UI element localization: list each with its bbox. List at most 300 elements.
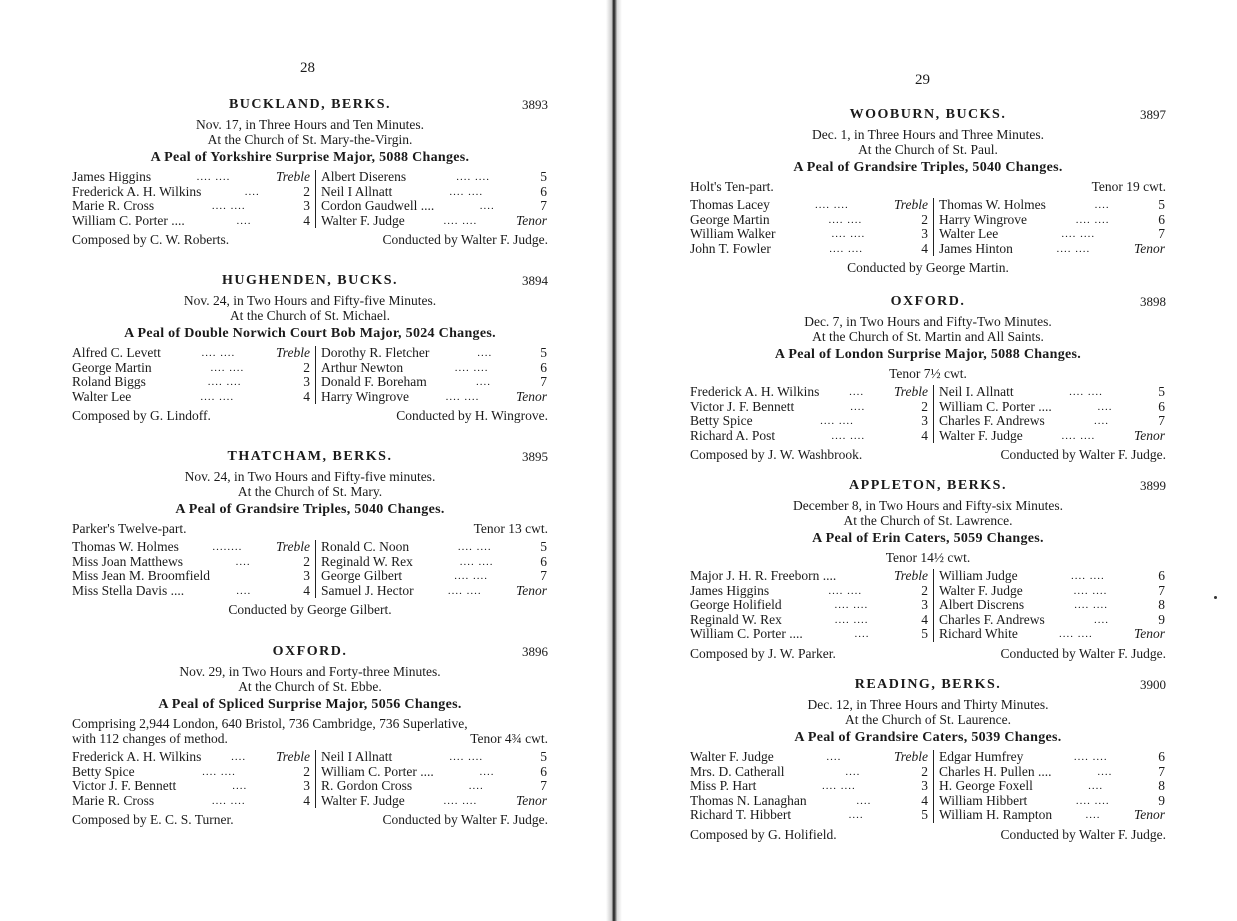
bell-number: 2	[921, 398, 928, 414]
leader-dots: .... ....	[815, 199, 849, 211]
ringer-name: Miss P. Hart	[690, 778, 757, 794]
conductor-credit: Conducted by H. Wingrove.	[396, 408, 548, 424]
ringer-name: Miss Stella Davis ....	[72, 582, 185, 598]
bell-number: 4	[921, 240, 928, 256]
leader-dots: ....	[236, 214, 252, 227]
entry-footer	[690, 827, 1166, 843]
leader-dots: .... ....	[210, 361, 245, 374]
ringer-row	[321, 750, 547, 765]
bell-number: Treble	[893, 197, 928, 212]
ringer-row	[690, 227, 928, 242]
entry-header	[72, 273, 548, 293]
ringer-row	[72, 361, 310, 376]
bell-number: Tenor	[515, 792, 547, 808]
right-page	[622, 0, 1237, 921]
leader-dots: .... ....	[456, 171, 491, 183]
peal-entry	[690, 294, 1166, 463]
ringer-row	[72, 584, 310, 599]
church-line: At the Church of St. Lawrence.	[843, 513, 1013, 528]
leader-dots: .... ....	[457, 541, 492, 553]
ringer-row	[690, 750, 928, 765]
leader-dots: .... ....	[831, 429, 866, 442]
entry-footer	[72, 602, 548, 618]
ringer-row	[321, 375, 547, 390]
ringer-name: George Gilbert	[321, 568, 403, 584]
ringers-right-column	[316, 540, 547, 598]
church-line: At the Church of St. Martin and All Saints.	[812, 329, 1044, 344]
place-heading: BUCKLAND, BERKS.	[228, 97, 392, 112]
date-line: Dec. 1, in Three Hours and Three Minutes.	[812, 127, 1044, 142]
leader-dots: .... ....	[821, 780, 856, 793]
ringer-name: Arthur Newton	[321, 359, 404, 375]
bell-number: Tenor	[1133, 427, 1165, 443]
bell-number: 6	[1158, 398, 1165, 414]
entry-footer	[690, 447, 1166, 463]
left-page	[0, 0, 612, 921]
ringer-row	[72, 794, 310, 809]
bell-number: 3	[303, 374, 310, 390]
peal-number: 3900	[1140, 677, 1166, 692]
ringer-name: William C. Porter ....	[690, 626, 803, 642]
bell-number: 4	[921, 611, 928, 627]
leader-dots: ....	[468, 780, 484, 793]
ringer-row	[72, 750, 310, 765]
ringers-table	[690, 750, 1166, 823]
ringers-left-column	[72, 540, 316, 598]
conductor-credit: Conducted by Walter F. Judge.	[382, 812, 548, 828]
ringers-right-column	[316, 750, 547, 808]
bell-number: Treble	[893, 384, 928, 399]
tenor-weight: Tenor 13 cwt.	[473, 521, 548, 536]
ringers-left-column	[72, 346, 316, 404]
composer-credit: Composed by J. W. Parker.	[690, 645, 836, 661]
leader-dots: ....	[1097, 765, 1113, 778]
peal-number: 3894	[522, 273, 548, 288]
ringer-name: Walter F. Judge	[321, 212, 405, 228]
tenor-weight: Tenor 4¾ cwt.	[470, 731, 548, 746]
bell-number: 3	[921, 778, 928, 794]
bell-number: 2	[921, 582, 928, 598]
ringers-left-column	[690, 385, 934, 443]
ringer-row	[690, 569, 928, 584]
ringer-name: Walter F. Judge	[939, 427, 1023, 443]
ringers-right-column	[934, 750, 1165, 823]
composition-row	[690, 179, 1166, 194]
entry-header	[690, 478, 1166, 498]
leader-dots: .... ....	[459, 555, 494, 568]
ringer-row	[939, 227, 1165, 242]
bell-number: Tenor	[1133, 807, 1165, 823]
ringer-name: Thomas N. Lanaghan	[690, 792, 807, 808]
ringers-table	[72, 170, 548, 228]
peal-title: A Peal of Double Norwich Court Bob Major, 5024 Changes.	[124, 326, 496, 341]
ringer-row	[321, 390, 547, 405]
ringer-name: Miss Jean M. Broomfield	[72, 568, 210, 584]
ringer-row	[72, 569, 310, 584]
ringer-name: R. Gordon Cross	[321, 778, 413, 794]
entry-header	[690, 294, 1166, 314]
peal-entry	[72, 97, 548, 248]
date-line: Nov. 24, in Two Hours and Fifty-five Minutes.	[183, 293, 437, 308]
leader-dots: .... ....	[1071, 570, 1105, 582]
leader-dots: ....	[1094, 415, 1110, 428]
leader-dots: .... ....	[449, 185, 484, 198]
bell-number: 7	[1158, 226, 1165, 242]
leader-dots: .... ....	[834, 599, 869, 612]
leader-dots: ....	[1094, 613, 1110, 626]
composer-credit: Composed by E. C. S. Turner.	[72, 812, 234, 828]
ringer-name: Marie R. Cross	[72, 198, 155, 214]
leader-dots: ....	[848, 809, 864, 822]
leader-dots: .... ....	[196, 171, 231, 183]
bell-number: 4	[303, 582, 310, 598]
ringer-name: Alfred C. Levett	[72, 345, 161, 360]
ringer-row	[321, 346, 547, 361]
bell-number: 4	[921, 427, 928, 443]
entry-footer	[690, 646, 1166, 662]
ringer-row	[690, 584, 928, 599]
church-line: At the Church of St. Ebbe.	[238, 679, 382, 694]
ringer-name: Victor J. F. Bennett	[72, 778, 177, 794]
ringer-row	[690, 414, 928, 429]
ringer-name: Thomas W. Holmes	[72, 539, 179, 554]
ringer-name: Neil I Allnatt	[321, 183, 393, 199]
page-number: 28	[300, 60, 315, 76]
leader-dots: ....	[856, 794, 872, 807]
ringer-row	[321, 199, 547, 214]
ringer-row	[321, 540, 547, 555]
ringer-row	[321, 765, 547, 780]
ringer-row	[321, 569, 547, 584]
ringer-row	[939, 779, 1165, 794]
peal-number: 3897	[1140, 107, 1166, 122]
ringer-name: John T. Fowler	[690, 240, 771, 256]
leader-dots: .... ....	[1059, 628, 1093, 641]
bell-number: Tenor	[515, 212, 547, 228]
leader-dots: ....	[244, 185, 260, 198]
leader-dots: .... ....	[449, 751, 484, 763]
place-heading: READING, BERKS.	[854, 677, 1002, 692]
leader-dots: .... ....	[820, 415, 854, 428]
ringer-row	[690, 242, 928, 257]
entry-header	[72, 97, 548, 117]
ringer-name: Richard A. Post	[690, 427, 776, 443]
peal-title: A Peal of Grandsire Triples, 5040 Changes.	[793, 160, 1063, 175]
ringer-name: William Hibbert	[939, 792, 1028, 808]
date-line: Dec. 12, in Three Hours and Thirty Minutes.	[807, 697, 1049, 712]
ringer-name: William Walker	[690, 226, 776, 242]
ringer-name: Edgar Humfrey	[939, 749, 1024, 764]
bell-number: 2	[303, 553, 310, 569]
ringer-name: Dorothy R. Fletcher	[321, 345, 430, 360]
ringer-row	[939, 794, 1165, 809]
peal-entry	[690, 107, 1166, 276]
ringer-row	[939, 429, 1165, 444]
bell-number: 7	[1158, 413, 1165, 429]
leader-dots: .... ....	[200, 390, 235, 403]
ringer-row	[72, 540, 310, 555]
bell-number: 3	[303, 568, 310, 584]
bell-number: 4	[921, 792, 928, 808]
ringer-name: James Higgins	[72, 169, 152, 184]
ringer-name: Miss Joan Matthews	[72, 553, 183, 569]
ringer-row	[690, 613, 928, 628]
leader-dots: ....	[236, 584, 252, 597]
church-line: At the Church of St. Paul.	[858, 142, 998, 157]
ringer-name: George Holifield	[690, 597, 782, 613]
church-line: At the Church of St. Mary.	[237, 484, 383, 499]
composition-text: Parker's Twelve-part.	[72, 521, 187, 536]
peal-title: A Peal of Erin Caters, 5059 Changes.	[812, 531, 1044, 546]
ringer-name: Reginald W. Rex	[690, 611, 782, 627]
bell-number: Treble	[893, 749, 928, 764]
peal-entry	[690, 677, 1166, 843]
leader-dots: ....	[232, 780, 248, 793]
leader-dots: ........	[212, 541, 243, 553]
ringer-name: Charles F. Andrews	[939, 413, 1045, 429]
bell-number: 4	[303, 792, 310, 808]
conductor-credit: Conducted by George Gilbert.	[228, 602, 392, 618]
composer-credit: Composed by G. Lindoff.	[72, 408, 211, 424]
ringer-row	[72, 214, 310, 229]
church-line: At the Church of St. Laurence.	[844, 712, 1012, 727]
ringer-row	[72, 779, 310, 794]
ringers-table	[690, 385, 1166, 443]
date-line: Dec. 7, in Two Hours and Fifty-Two Minutes.	[804, 314, 1052, 329]
ringers-table	[690, 198, 1166, 256]
leader-dots: .... ....	[454, 570, 489, 583]
composer-credit: Composed by C. W. Roberts.	[72, 232, 230, 248]
peal-entry	[72, 449, 548, 618]
ringers-right-column	[934, 569, 1165, 642]
leader-dots: ....	[826, 751, 842, 763]
tenor-weight: Tenor 7½ cwt.	[889, 366, 967, 381]
leader-dots: .... ....	[211, 200, 246, 213]
ringer-name: William C. Porter ....	[72, 212, 185, 228]
ringer-row	[72, 199, 310, 214]
ringer-row	[690, 808, 928, 823]
ringer-row	[939, 414, 1165, 429]
leader-dots: .... ....	[1074, 599, 1109, 612]
bell-number: 5	[921, 626, 928, 642]
bell-number: 5	[921, 807, 928, 823]
ringer-row	[321, 794, 547, 809]
leader-dots: .... ....	[829, 242, 863, 255]
bell-number: 3	[303, 778, 310, 794]
ringer-name: Walter Lee	[939, 226, 999, 242]
ringer-name: James Higgins	[690, 582, 770, 598]
ringer-name: Walter Lee	[72, 388, 132, 404]
bell-number: 7	[1158, 582, 1165, 598]
bell-number: 5	[540, 169, 547, 184]
ringers-left-column	[72, 750, 316, 808]
bell-number: 6	[540, 763, 547, 779]
ringer-name: Neil I Allnatt	[321, 749, 393, 764]
leader-dots: .... ....	[1073, 751, 1108, 763]
ringer-name: William C. Porter ....	[939, 398, 1052, 414]
ringer-name: Thomas W. Holmes	[939, 197, 1046, 212]
peal-title: A Peal of Grandsire Triples, 5040 Changes.	[175, 502, 445, 517]
date-line: December 8, in Two Hours and Fifty-six Minutes.	[793, 498, 1063, 513]
bell-number: 6	[1158, 568, 1165, 583]
bell-number: 9	[1158, 792, 1165, 808]
bell-number: 8	[1158, 597, 1165, 613]
bell-number: 2	[921, 211, 928, 227]
tenor-weight: Tenor 14½ cwt.	[885, 550, 971, 565]
ringer-name: Richard T. Hibbert	[690, 807, 792, 823]
ringers-table	[690, 569, 1166, 642]
leader-dots: ....	[235, 555, 251, 568]
bell-number: 5	[540, 539, 547, 554]
ringer-row	[690, 400, 928, 415]
leader-dots: .... ....	[834, 613, 869, 626]
ringer-name: Cordon Gaudwell ....	[321, 198, 435, 214]
ringers-table	[72, 540, 548, 598]
bell-number: 5	[1158, 197, 1165, 212]
ink-speck	[1214, 596, 1217, 599]
date-line: Nov. 24, in Two Hours and Fifty-five minutes.	[184, 469, 436, 484]
ringer-name: Walter F. Judge	[690, 749, 774, 764]
ringer-name: Betty Spice	[690, 413, 753, 429]
leader-dots: ....	[849, 386, 865, 398]
entry-footer	[690, 260, 1166, 276]
ringer-name: William C. Porter ....	[321, 763, 434, 779]
ringer-row	[690, 598, 928, 613]
leader-dots: .... ....	[211, 794, 246, 807]
leader-dots: .... ....	[201, 347, 236, 359]
bell-number: 8	[1158, 778, 1165, 794]
place-heading: OXFORD.	[272, 644, 348, 659]
ringer-name: George Martin	[72, 359, 152, 375]
ringer-row	[939, 569, 1165, 584]
composition-row	[72, 731, 548, 746]
leader-dots: .... ....	[1061, 429, 1096, 442]
place-heading: APPLETON, BERKS.	[849, 478, 1007, 493]
peal-entry	[72, 644, 548, 828]
ringer-name: Charles H. Pullen ....	[939, 763, 1052, 779]
bell-number: Tenor	[515, 388, 547, 404]
peal-entry	[690, 478, 1166, 662]
composition-row	[72, 521, 548, 536]
ringer-name: Walter F. Judge	[321, 792, 405, 808]
bell-number: 2	[303, 359, 310, 375]
ringer-row	[690, 765, 928, 780]
entry-header	[72, 644, 548, 664]
ringer-row	[72, 375, 310, 390]
bell-number: 6	[540, 553, 547, 569]
date-line: Nov. 29, in Two Hours and Forty-three Minutes.	[179, 664, 441, 679]
ringer-row	[690, 198, 928, 213]
church-line: At the Church of St. Michael.	[229, 308, 391, 323]
conductor-credit: Conducted by Walter F. Judge.	[1000, 826, 1166, 842]
ringer-name: Betty Spice	[72, 763, 135, 779]
ringer-row	[939, 627, 1165, 642]
place-heading: HUGHENDEN, BUCKS.	[221, 273, 399, 288]
conductor-credit: Conducted by George Martin.	[847, 260, 1009, 276]
ringer-name: Roland Biggs	[72, 374, 146, 390]
ringer-row	[939, 598, 1165, 613]
leader-dots: .... ....	[443, 794, 478, 807]
ringer-row	[72, 346, 310, 361]
ringer-name: James Hinton	[939, 240, 1013, 256]
peal-number: 3895	[522, 449, 548, 464]
ringers-table	[72, 346, 548, 404]
ringer-name: Walter F. Judge	[939, 582, 1023, 598]
ringer-row	[72, 555, 310, 570]
ringer-row	[321, 185, 547, 200]
leader-dots: ....	[1085, 809, 1101, 822]
bell-number: Treble	[275, 749, 310, 764]
conductor-credit: Conducted by Walter F. Judge.	[382, 232, 548, 248]
ringer-row	[690, 429, 928, 444]
leader-dots: ....	[1088, 780, 1104, 793]
conductor-credit: Conducted by Walter F. Judge.	[1000, 447, 1166, 463]
peal-number: 3893	[522, 97, 548, 112]
ringer-name: Donald F. Boreham	[321, 374, 427, 390]
ringers-left-column	[690, 750, 934, 823]
ringer-row	[939, 400, 1165, 415]
leader-dots: ....	[854, 628, 870, 641]
ringer-name: Thomas Lacey	[690, 197, 770, 212]
bell-number: 3	[921, 597, 928, 613]
ringers-right-column	[316, 170, 547, 228]
ringer-name: William H. Rampton	[939, 807, 1053, 823]
bell-number: Tenor	[1133, 240, 1165, 256]
bell-number: Treble	[275, 539, 310, 554]
ringer-name: George Martin	[690, 211, 770, 227]
ringer-row	[690, 627, 928, 642]
ringer-name: Major J. H. R. Freeborn ....	[690, 568, 837, 583]
leader-dots: .... ....	[445, 390, 480, 403]
ringer-row	[939, 213, 1165, 228]
ringer-name: Harry Wingrove	[939, 211, 1028, 227]
ringers-left-column	[690, 198, 934, 256]
ringer-name: Frederick A. H. Wilkins	[72, 749, 202, 764]
leader-dots: ....	[1094, 199, 1110, 211]
ringer-row	[72, 185, 310, 200]
leader-dots: .... ....	[447, 584, 482, 597]
composition-note: Comprising 2,944 London, 640 Bristol, 736 Cambridge, 736 Superlative,	[72, 716, 468, 731]
bell-number: 6	[540, 359, 547, 375]
peal-number: 3899	[1140, 478, 1166, 493]
ringer-name: H. George Foxell	[939, 778, 1033, 794]
composer-credit: Composed by G. Holifield.	[690, 826, 837, 842]
leader-dots: .... ....	[831, 228, 866, 241]
leader-dots: .... ....	[207, 376, 242, 389]
bell-number: Tenor	[1133, 626, 1165, 642]
date-line: Nov. 17, in Three Hours and Ten Minutes.	[196, 117, 424, 132]
bell-number: 7	[540, 374, 547, 390]
leader-dots: ....	[477, 347, 493, 359]
peal-number: 3898	[1140, 294, 1166, 309]
ringer-row	[939, 385, 1165, 400]
bell-number: 5	[540, 749, 547, 764]
ringer-name: Frederick A. H. Wilkins	[690, 384, 820, 399]
leader-dots: .... ....	[828, 213, 863, 226]
ringer-name: Albert Discrens	[939, 597, 1025, 613]
ringer-row	[690, 213, 928, 228]
bell-number: 6	[1158, 749, 1165, 764]
ringer-row	[321, 555, 547, 570]
leader-dots: .... ....	[1075, 794, 1110, 807]
place-heading: THATCHAM, BERKS.	[227, 449, 393, 464]
leader-dots: ....	[850, 400, 866, 413]
ringers-right-column	[934, 198, 1165, 256]
bell-number: Treble	[275, 169, 310, 184]
leader-dots: .... ....	[454, 361, 489, 374]
ringer-row	[72, 170, 310, 185]
ringer-name: Mrs. D. Catherall	[690, 763, 785, 779]
